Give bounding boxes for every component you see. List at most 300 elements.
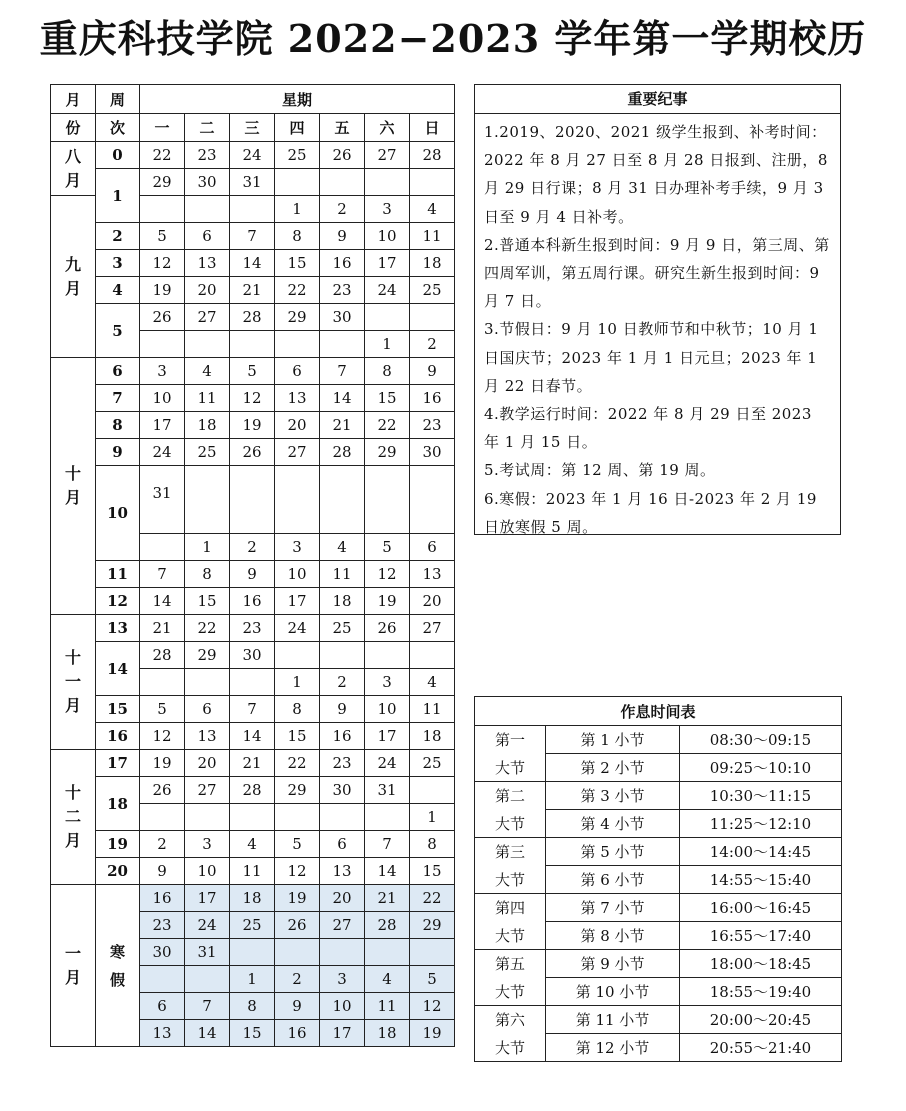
date-cell: 28 [365, 912, 410, 939]
date-cell [365, 939, 410, 966]
date-cell: 13 [320, 858, 365, 885]
date-cell: 6 [185, 696, 230, 723]
date-cell: 6 [185, 223, 230, 250]
date-cell: 29 [185, 642, 230, 669]
big-period-label: 第三 [475, 838, 546, 866]
date-cell: 19 [275, 885, 320, 912]
weekday-header: 五 [320, 114, 365, 142]
week-number: 9 [96, 439, 140, 466]
event-item: 4.教学运行时间：2022 年 8 月 29 日至 2023 年 1 月 15 日。 [484, 405, 812, 452]
big-period-label: 大节 [475, 978, 546, 1006]
date-cell: 1 [365, 331, 410, 358]
date-cell: 28 [230, 777, 275, 804]
date-cell: 11 [320, 561, 365, 588]
date-cell: 10 [365, 696, 410, 723]
schedule-row [475, 782, 842, 810]
date-cell: 2 [320, 669, 365, 696]
calendar-row [51, 777, 455, 804]
date-cell: 25 [410, 277, 455, 304]
month-label: 十 一 月 [51, 615, 96, 750]
date-cell: 26 [275, 912, 320, 939]
date-cell: 16 [320, 250, 365, 277]
date-cell: 18 [410, 250, 455, 277]
time-range: 16:00～16:45 [680, 894, 842, 922]
date-cell: 25 [185, 439, 230, 466]
date-cell: 7 [230, 223, 275, 250]
date-cell: 12 [275, 858, 320, 885]
weekday-header: 一 [140, 114, 185, 142]
date-cell: 7 [140, 561, 185, 588]
section-label: 第 7 小节 [546, 894, 680, 922]
calendar-row [51, 642, 455, 669]
date-cell: 9 [410, 358, 455, 385]
weekday-header: 日 [410, 114, 455, 142]
date-cell: 14 [365, 858, 410, 885]
schedule-row [475, 1006, 842, 1034]
date-cell [365, 169, 410, 196]
schedule-row [475, 922, 842, 950]
date-cell: 2 [275, 966, 320, 993]
date-cell: 16 [275, 1020, 320, 1047]
week-number: 0 [96, 142, 140, 169]
date-cell: 9 [230, 561, 275, 588]
date-cell: 17 [365, 250, 410, 277]
event-item: 3.节假日：9 月 10 日教师节和中秋节；10 月 1 日国庆节；2023 年 1 月 1 日元旦；2023 年 1 月 22 日春节。 [484, 320, 819, 395]
schedule-row [475, 838, 842, 866]
date-cell [185, 804, 230, 831]
section-label: 第 2 小节 [546, 754, 680, 782]
calendar-row [51, 885, 455, 912]
events-list [475, 114, 840, 541]
date-cell: 2 [410, 331, 455, 358]
date-cell: 27 [410, 615, 455, 642]
date-cell: 17 [275, 588, 320, 615]
date-cell: 25 [320, 615, 365, 642]
date-cell: 5 [230, 358, 275, 385]
time-range: 11:25～12:10 [680, 810, 842, 838]
date-cell: 1 [185, 534, 230, 561]
date-cell: 27 [275, 439, 320, 466]
date-cell: 15 [365, 385, 410, 412]
big-period-label: 大节 [475, 754, 546, 782]
date-cell [140, 196, 185, 223]
date-cell: 31 [185, 939, 230, 966]
time-range: 20:00～20:45 [680, 1006, 842, 1034]
date-cell: 30 [140, 939, 185, 966]
week-number: 11 [96, 561, 140, 588]
schedule-row [475, 978, 842, 1006]
date-cell [230, 466, 275, 534]
date-cell: 14 [185, 1020, 230, 1047]
date-cell: 14 [230, 250, 275, 277]
date-cell: 18 [230, 885, 275, 912]
date-cell [275, 466, 320, 534]
date-cell: 12 [230, 385, 275, 412]
date-cell [140, 331, 185, 358]
date-cell: 17 [365, 723, 410, 750]
date-cell: 29 [410, 912, 455, 939]
date-cell: 14 [320, 385, 365, 412]
calendar-row [51, 412, 455, 439]
week-number: 20 [96, 858, 140, 885]
weekday-group-header: 星期 [140, 85, 455, 114]
date-cell: 22 [410, 885, 455, 912]
schedule-header: 作息时间表 [475, 697, 842, 726]
date-cell: 31 [230, 169, 275, 196]
date-cell: 3 [140, 358, 185, 385]
event-item: 5.考试周：第 12 周、第 19 周。 [484, 461, 716, 480]
big-period-label: 第二 [475, 782, 546, 810]
date-cell [410, 304, 455, 331]
week-header-2: 次 [96, 114, 140, 142]
calendar-row [51, 304, 455, 331]
date-cell [410, 777, 455, 804]
date-cell: 3 [275, 534, 320, 561]
calendar-row [51, 169, 455, 196]
time-range: 16:55～17:40 [680, 922, 842, 950]
date-cell: 4 [185, 358, 230, 385]
week-header-1: 周 [96, 85, 140, 114]
date-cell: 23 [140, 912, 185, 939]
date-cell: 13 [275, 385, 320, 412]
date-cell: 22 [140, 142, 185, 169]
date-cell: 10 [365, 223, 410, 250]
date-cell: 12 [140, 250, 185, 277]
week-number: 15 [96, 696, 140, 723]
date-cell [230, 196, 275, 223]
big-period-label: 第四 [475, 894, 546, 922]
date-cell: 15 [230, 1020, 275, 1047]
date-cell: 18 [410, 723, 455, 750]
date-cell: 27 [365, 142, 410, 169]
section-label: 第 8 小节 [546, 922, 680, 950]
date-cell [185, 669, 230, 696]
date-cell: 29 [365, 439, 410, 466]
date-cell [320, 169, 365, 196]
weekday-header: 三 [230, 114, 275, 142]
events-header: 重要纪事 [475, 85, 840, 114]
date-cell: 5 [140, 223, 185, 250]
date-cell: 11 [230, 858, 275, 885]
date-cell: 12 [365, 561, 410, 588]
schedule-table [474, 696, 842, 1062]
section-label: 第 12 小节 [546, 1034, 680, 1062]
week-number: 13 [96, 615, 140, 642]
date-cell [230, 331, 275, 358]
date-cell: 7 [230, 696, 275, 723]
calendar-row [51, 277, 455, 304]
time-range: 14:55～15:40 [680, 866, 842, 894]
section-label: 第 10 小节 [546, 978, 680, 1006]
date-cell: 4 [410, 196, 455, 223]
date-cell: 5 [410, 966, 455, 993]
week-number: 19 [96, 831, 140, 858]
big-period-label: 大节 [475, 866, 546, 894]
date-cell: 9 [275, 993, 320, 1020]
date-cell: 24 [365, 750, 410, 777]
date-cell: 10 [185, 858, 230, 885]
date-cell [320, 804, 365, 831]
date-cell [140, 669, 185, 696]
date-cell [185, 196, 230, 223]
date-cell: 17 [140, 412, 185, 439]
month-label: 十 月 [51, 358, 96, 615]
date-cell [230, 939, 275, 966]
calendar-row [51, 696, 455, 723]
date-cell [410, 466, 455, 534]
date-cell: 13 [185, 723, 230, 750]
date-cell: 6 [320, 831, 365, 858]
date-cell: 13 [410, 561, 455, 588]
date-cell: 11 [410, 696, 455, 723]
calendar-table [50, 84, 455, 1047]
date-cell: 1 [230, 966, 275, 993]
date-cell: 8 [185, 561, 230, 588]
weekday-header: 四 [275, 114, 320, 142]
section-label: 第 6 小节 [546, 866, 680, 894]
calendar-row [51, 358, 455, 385]
date-cell: 28 [320, 439, 365, 466]
week-number: 5 [96, 304, 140, 358]
date-cell [365, 804, 410, 831]
date-cell: 1 [275, 196, 320, 223]
date-cell: 15 [275, 250, 320, 277]
date-cell: 29 [140, 169, 185, 196]
date-cell: 24 [140, 439, 185, 466]
date-cell: 5 [365, 534, 410, 561]
date-cell [410, 642, 455, 669]
big-period-label: 第五 [475, 950, 546, 978]
date-cell: 4 [230, 831, 275, 858]
date-cell [410, 169, 455, 196]
date-cell: 13 [140, 1020, 185, 1047]
date-cell: 23 [185, 142, 230, 169]
date-cell: 20 [185, 750, 230, 777]
date-cell: 7 [365, 831, 410, 858]
date-cell: 10 [140, 385, 185, 412]
week-number: 16 [96, 723, 140, 750]
date-cell: 3 [365, 669, 410, 696]
date-cell: 14 [140, 588, 185, 615]
section-label: 第 11 小节 [546, 1006, 680, 1034]
date-cell: 18 [185, 412, 230, 439]
date-cell: 4 [410, 669, 455, 696]
month-label: 十 二 月 [51, 750, 96, 885]
date-cell: 22 [275, 277, 320, 304]
big-period-label: 第一 [475, 726, 546, 754]
date-cell: 10 [320, 993, 365, 1020]
week-number: 1 [96, 169, 140, 223]
date-cell: 6 [410, 534, 455, 561]
date-cell: 9 [140, 858, 185, 885]
date-cell: 25 [230, 912, 275, 939]
calendar-row [51, 439, 455, 466]
date-cell: 8 [365, 358, 410, 385]
big-period-label: 第六 [475, 1006, 546, 1034]
date-cell: 20 [185, 277, 230, 304]
date-cell [365, 466, 410, 534]
date-cell: 20 [320, 885, 365, 912]
calendar-row [51, 723, 455, 750]
weekday-header: 二 [185, 114, 230, 142]
date-cell: 28 [140, 642, 185, 669]
time-range: 18:55～19:40 [680, 978, 842, 1006]
date-cell: 28 [230, 304, 275, 331]
big-period-label: 大节 [475, 1034, 546, 1062]
week-number: 2 [96, 223, 140, 250]
date-cell: 25 [410, 750, 455, 777]
calendar-row [51, 250, 455, 277]
date-cell: 6 [275, 358, 320, 385]
date-cell: 11 [185, 385, 230, 412]
month-label: 八 月 [51, 142, 96, 196]
date-cell: 23 [320, 277, 365, 304]
date-cell: 26 [140, 304, 185, 331]
date-cell: 30 [230, 642, 275, 669]
time-range: 10:30～11:15 [680, 782, 842, 810]
page-title: 重庆科技学院 2022−2023 学年第一学期校历 [39, 16, 867, 61]
date-cell [275, 642, 320, 669]
date-cell: 18 [365, 1020, 410, 1047]
calendar-row [51, 223, 455, 250]
date-cell: 6 [140, 993, 185, 1020]
week-number: 14 [96, 642, 140, 696]
date-cell: 2 [230, 534, 275, 561]
date-cell: 20 [410, 588, 455, 615]
big-period-label: 大节 [475, 922, 546, 950]
schedule-row [475, 726, 842, 754]
date-cell: 8 [230, 993, 275, 1020]
date-cell: 20 [275, 412, 320, 439]
date-cell: 31 [365, 777, 410, 804]
section-label: 第 1 小节 [546, 726, 680, 754]
time-range: 20:55～21:40 [680, 1034, 842, 1062]
calendar-row [51, 831, 455, 858]
calendar-row [51, 858, 455, 885]
date-cell: 21 [365, 885, 410, 912]
date-cell: 2 [140, 831, 185, 858]
date-cell: 4 [365, 966, 410, 993]
date-cell [185, 466, 230, 534]
date-cell: 28 [410, 142, 455, 169]
time-range: 14:00～14:45 [680, 838, 842, 866]
date-cell [230, 669, 275, 696]
schedule-row [475, 1034, 842, 1062]
date-cell: 5 [275, 831, 320, 858]
month-label: 一 月 [51, 885, 96, 1047]
event-item: 1.2019、2020、2021 级学生报到、补考时间：2022 年 8 月 27 日至 8 月 28 日报到、注册，8 月 29 日行课；8 月 31 日办理补考手续，9 月 3 日至 9 月 4 日补考。 [484, 123, 828, 226]
date-cell: 29 [275, 777, 320, 804]
month-header-2: 份 [51, 114, 96, 142]
schedule-row [475, 950, 842, 978]
month-header-1: 月 [51, 85, 96, 114]
date-cell: 7 [320, 358, 365, 385]
date-cell: 22 [185, 615, 230, 642]
date-cell [365, 642, 410, 669]
section-label: 第 3 小节 [546, 782, 680, 810]
date-cell: 30 [410, 439, 455, 466]
date-cell: 2 [320, 196, 365, 223]
date-cell: 26 [230, 439, 275, 466]
date-cell: 3 [185, 831, 230, 858]
date-cell: 16 [320, 723, 365, 750]
date-cell: 5 [140, 696, 185, 723]
calendar-row [51, 561, 455, 588]
date-cell: 26 [320, 142, 365, 169]
events-panel [474, 84, 841, 535]
date-cell: 11 [410, 223, 455, 250]
vacation-label: 寒 假 [96, 885, 140, 1047]
date-cell: 23 [320, 750, 365, 777]
date-cell [185, 331, 230, 358]
date-cell: 19 [365, 588, 410, 615]
date-cell: 21 [320, 412, 365, 439]
time-range: 08:30～09:15 [680, 726, 842, 754]
week-number: 8 [96, 412, 140, 439]
weekday-header: 六 [365, 114, 410, 142]
date-cell [185, 966, 230, 993]
date-cell: 23 [230, 615, 275, 642]
date-cell: 27 [320, 912, 365, 939]
date-cell: 24 [365, 277, 410, 304]
time-range: 18:00～18:45 [680, 950, 842, 978]
date-cell: 16 [230, 588, 275, 615]
calendar-row [51, 588, 455, 615]
calendar-row [51, 466, 455, 534]
date-cell: 24 [230, 142, 275, 169]
date-cell: 19 [140, 750, 185, 777]
date-cell: 4 [320, 534, 365, 561]
event-item: 2.普通本科新生报到时间：9 月 9 日，第三周、第四周军训，第五周行课。研究生新生报到时间：9 月 7 日。 [484, 235, 830, 311]
date-cell: 27 [185, 304, 230, 331]
time-range: 09:25～10:10 [680, 754, 842, 782]
date-cell: 25 [275, 142, 320, 169]
date-cell: 10 [275, 561, 320, 588]
date-cell: 26 [140, 777, 185, 804]
date-cell: 21 [140, 615, 185, 642]
date-cell: 17 [185, 885, 230, 912]
date-cell: 9 [320, 696, 365, 723]
date-cell: 14 [230, 723, 275, 750]
date-cell: 12 [140, 723, 185, 750]
date-cell [140, 534, 185, 561]
date-cell [320, 939, 365, 966]
date-cell: 8 [410, 831, 455, 858]
date-cell: 24 [275, 615, 320, 642]
week-number: 7 [96, 385, 140, 412]
section-label: 第 5 小节 [546, 838, 680, 866]
date-cell: 8 [275, 696, 320, 723]
date-cell: 9 [320, 223, 365, 250]
date-cell [320, 642, 365, 669]
calendar-row [51, 385, 455, 412]
date-cell: 1 [275, 669, 320, 696]
week-number: 6 [96, 358, 140, 385]
week-number: 18 [96, 777, 140, 831]
date-cell: 19 [230, 412, 275, 439]
date-cell: 1 [410, 804, 455, 831]
date-cell: 27 [185, 777, 230, 804]
date-cell: 15 [185, 588, 230, 615]
schedule-row [475, 866, 842, 894]
date-cell [140, 804, 185, 831]
event-item: 6.寒假：2023 年 1 月 16 日-2023 年 2 月 19 日放寒假 5 周。 [484, 489, 817, 536]
date-cell: 24 [185, 912, 230, 939]
date-cell: 30 [320, 304, 365, 331]
date-cell: 17 [320, 1020, 365, 1047]
date-cell: 3 [320, 966, 365, 993]
date-cell: 12 [410, 993, 455, 1020]
